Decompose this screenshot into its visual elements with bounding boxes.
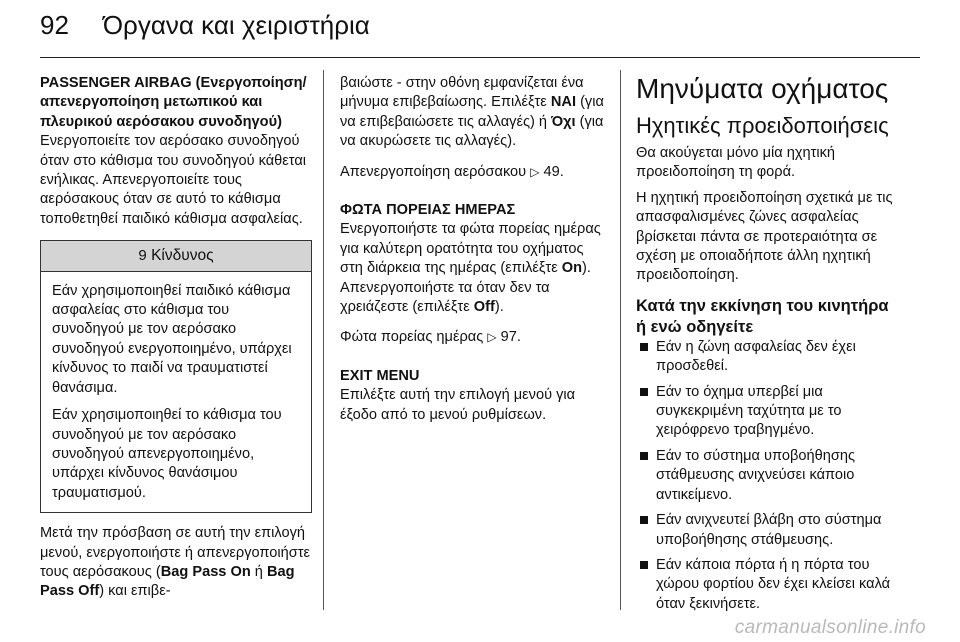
- danger-body: [41, 272, 311, 512]
- section-subtitle: Ηχητικές προειδοποιήσεις: [636, 113, 889, 138]
- page-reference: 97.: [500, 329, 521, 346]
- column-right: [636, 74, 902, 614]
- bag-pass-off-label: Bag Pass Off: [40, 563, 295, 600]
- danger-paragraph-1: Εάν χρησιμοποιηθεί παιδικό κάθισμα ασφαλείας στο κάθισμα του συνοδηγού με τον αερόσακο συνοδηγού ενεργοποιημένο, υπάρχει κίνδυνος το παιδί να τραυματιστεί θανάσιμα.: [52, 282, 292, 396]
- reference-arrow-icon: ▷: [530, 164, 540, 179]
- list-item: Εάν κάποια πόρτα ή η πόρτα του χώρου φορτίου δεν έχει κλείσει καλά όταν ξεκινήσετε.: [636, 556, 902, 614]
- warning-list: [636, 338, 902, 614]
- exit-menu-heading: EXIT MENU: [340, 367, 420, 384]
- danger-title: Κίνδυνος: [151, 247, 214, 265]
- text-fragment: (για να ακυρώσετε τις αλλαγές).: [340, 113, 604, 150]
- text-fragment: ή: [250, 563, 267, 580]
- drl-ref-paragraph: [340, 328, 605, 347]
- page-number: 92: [40, 10, 69, 40]
- page-header: [40, 10, 370, 50]
- confirm-paragraph: [340, 74, 605, 152]
- text-fragment: ). Απενεργοποιήστε τα όταν δεν τα χρειάζεστε (επιλέξτε: [340, 260, 591, 316]
- text-fragment: ).: [494, 299, 504, 316]
- on-label: On: [561, 260, 583, 277]
- yes-label: ΝΑΙ: [550, 94, 577, 111]
- text-fragment: Απενεργοποίηση αερόσακου: [340, 163, 527, 180]
- airbag-body: Ενεργοποιείτε τον αερόσακο συνοδηγού όταν στο κάθισμα του συνοδηγού κάθεται ενήλικας. Απενεργοποιείτε τους αερόσακους όταν σε αυτό το κάθισμα τοποθετηθεί παιδικό κάθισμα ασφαλείας.: [40, 133, 307, 227]
- text-fragment: Ενεργοποιήστε τα φώτα πορείας ημέρας για καλύτερη ορατότητα του οχήματος στη διάρκεια της ημέρας (επιλέξτε: [340, 221, 601, 277]
- danger-paragraph-2: Εάν χρησιμοποιηθεί το κάθισμα του συνοδηγού με τον αερόσακο συνοδηγού απενεργοποιημένο, υπάρχει κίνδυνος θανάσιμου τραυματισμού.: [52, 407, 282, 501]
- text-fragment: βαιώστε - στην οθόνη εμφανίζεται ένα μήνυμα επιβεβαίωσης. Επιλέξτε: [340, 75, 584, 111]
- column-middle: [340, 74, 605, 425]
- reference-arrow-icon: ▷: [487, 330, 497, 345]
- watermark: carmanualsonline.info: [734, 617, 926, 638]
- list-item: Εάν το σύστημα υποβοήθησης στάθμευσης ανιχνεύσει κάποιο αντικείμενο.: [636, 447, 902, 505]
- section-title: Μηνύματα οχήματος: [636, 73, 889, 104]
- chime-paragraph-2: Η ηχητική προειδοποίηση σχετικά με τις απασφαλισμένες ζώνες ασφαλείας βρίσκεται πάντα σε προτεραιότητα σε σχέση με οποιαδήποτε άλλη ηχητική προειδοποίηση.: [636, 189, 893, 284]
- text-fragment: (για να επιβεβαιώσετε τις αλλαγές) ή: [340, 94, 604, 130]
- page-reference: 49.: [543, 163, 564, 180]
- airbag-ref-paragraph: [340, 163, 605, 182]
- drl-heading: ΦΩΤΑ ΠΟΡΕΙΑΣ ΗΜΕΡΑΣ: [340, 202, 516, 219]
- chime-paragraph-1: Θα ακούγεται μόνο μία ηχητική προειδοποίηση τη φορά.: [636, 145, 836, 181]
- text-fragment: Φώτα πορείας ημέρας: [340, 329, 484, 346]
- column-divider-1: [323, 70, 324, 610]
- bag-pass-on-label: Bag Pass On: [160, 563, 251, 580]
- column-left: [40, 74, 312, 602]
- list-item: Εάν ανιχνευτεί βλάβη στο σύστημα υποβοήθησης στάθμευσης.: [636, 511, 902, 550]
- airbag-after-text: [40, 524, 312, 602]
- danger-header: [41, 241, 311, 271]
- off-label: Off: [473, 299, 495, 316]
- engine-start-heading: Κατά την εκκίνηση του κινητήρα ή ενώ οδηγείτε: [636, 296, 889, 336]
- exit-menu-paragraph: Επιλέξτε αυτή την επιλογή μενού για έξοδο από το μενού ρυθμίσεων.: [340, 387, 576, 423]
- header-rule: [40, 57, 920, 58]
- danger-box: [40, 240, 312, 513]
- warning-icon: 9: [138, 247, 147, 265]
- text-fragment: Μετά την πρόσβαση σε αυτή την επιλογή μενού, ενεργοποιήστε ή απενεργοποιήστε τους αερόσακους (: [40, 525, 311, 580]
- drl-paragraph: [340, 220, 605, 317]
- no-label: Όχι: [551, 113, 576, 130]
- chapter-title: Όργανα και χειριστήρια: [102, 10, 370, 40]
- list-item: Εάν η ζώνη ασφαλείας δεν έχει προσδεθεί.: [636, 338, 902, 377]
- list-item: Εάν το όχημα υπερβεί μια συγκεκριμένη ταχύτητα με το χειρόφρενο τραβηγμένο.: [636, 383, 902, 441]
- text-fragment: ) και επιβε-: [99, 583, 171, 600]
- column-divider-2: [620, 70, 621, 610]
- airbag-heading: PASSENGER AIRBAG (Ενεργοποίηση/απενεργοποίηση μετωπικού και πλευρικού αερόσακου συνοδηγού): [40, 75, 307, 130]
